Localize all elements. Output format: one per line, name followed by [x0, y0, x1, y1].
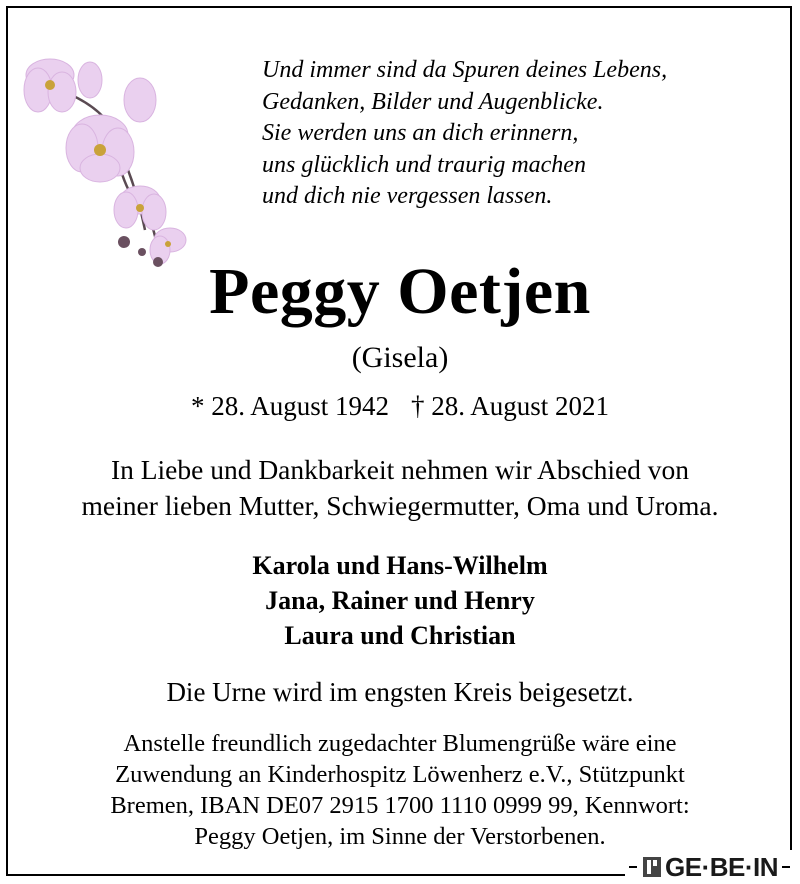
- poem-line: Und immer sind da Spuren deines Lebens,: [262, 57, 668, 83]
- birth-date: * 28. August 1942: [190, 391, 389, 421]
- life-dates: [0, 388, 800, 424]
- family-line: Jana, Rainer und Henry: [265, 586, 535, 615]
- gebein-logo: [625, 850, 794, 884]
- donation-line: Bremen, IBAN DE07 2915 1700 1110 0999 99, Kennwort:: [110, 792, 690, 819]
- deceased-alias: (Gisela): [351, 341, 449, 374]
- orchid-icon: [20, 30, 220, 280]
- farewell-line: meiner lieben Mutter, Schwiegermutter, Oma und Uroma.: [81, 490, 719, 521]
- gebein-logo-icon: [641, 855, 663, 879]
- farewell-text: [0, 452, 800, 524]
- family-line: Karola und Hans-Wilhelm: [252, 551, 548, 580]
- poem-line: Sie werden uns an dich erinnern,: [262, 120, 579, 146]
- farewell-line: In Liebe und Dankbarkeit nehmen wir Abschied von: [110, 454, 690, 485]
- logo-rule: [782, 866, 790, 868]
- family-names: [0, 548, 800, 653]
- poem-line: und dich nie vergessen lassen.: [262, 183, 553, 209]
- poem-line: uns glücklich und traurig machen: [262, 151, 586, 178]
- donation-note: [0, 728, 800, 852]
- donation-line: Zuwendung an Kinderhospitz Löwenherz e.V., Stützpunkt: [115, 761, 685, 788]
- family-line: Laura und Christian: [284, 621, 516, 650]
- donation-line: Anstelle freundlich zugedachter Blumengrüße wäre eine: [123, 730, 677, 757]
- deceased-name: Peggy Oetjen: [209, 255, 591, 328]
- logo-rule: [629, 866, 637, 868]
- poem: [262, 55, 762, 213]
- burial-note: Die Urne wird im engsten Kreis beigesetzt.: [166, 677, 634, 707]
- poem-line: Gedanken, Bilder und Augenblicke.: [262, 88, 604, 115]
- death-date: † 28. August 2021: [411, 391, 610, 421]
- logo-text: GE·BE·IN: [665, 851, 778, 882]
- donation-line: Peggy Oetjen, im Sinne der Verstorbenen.: [194, 823, 606, 850]
